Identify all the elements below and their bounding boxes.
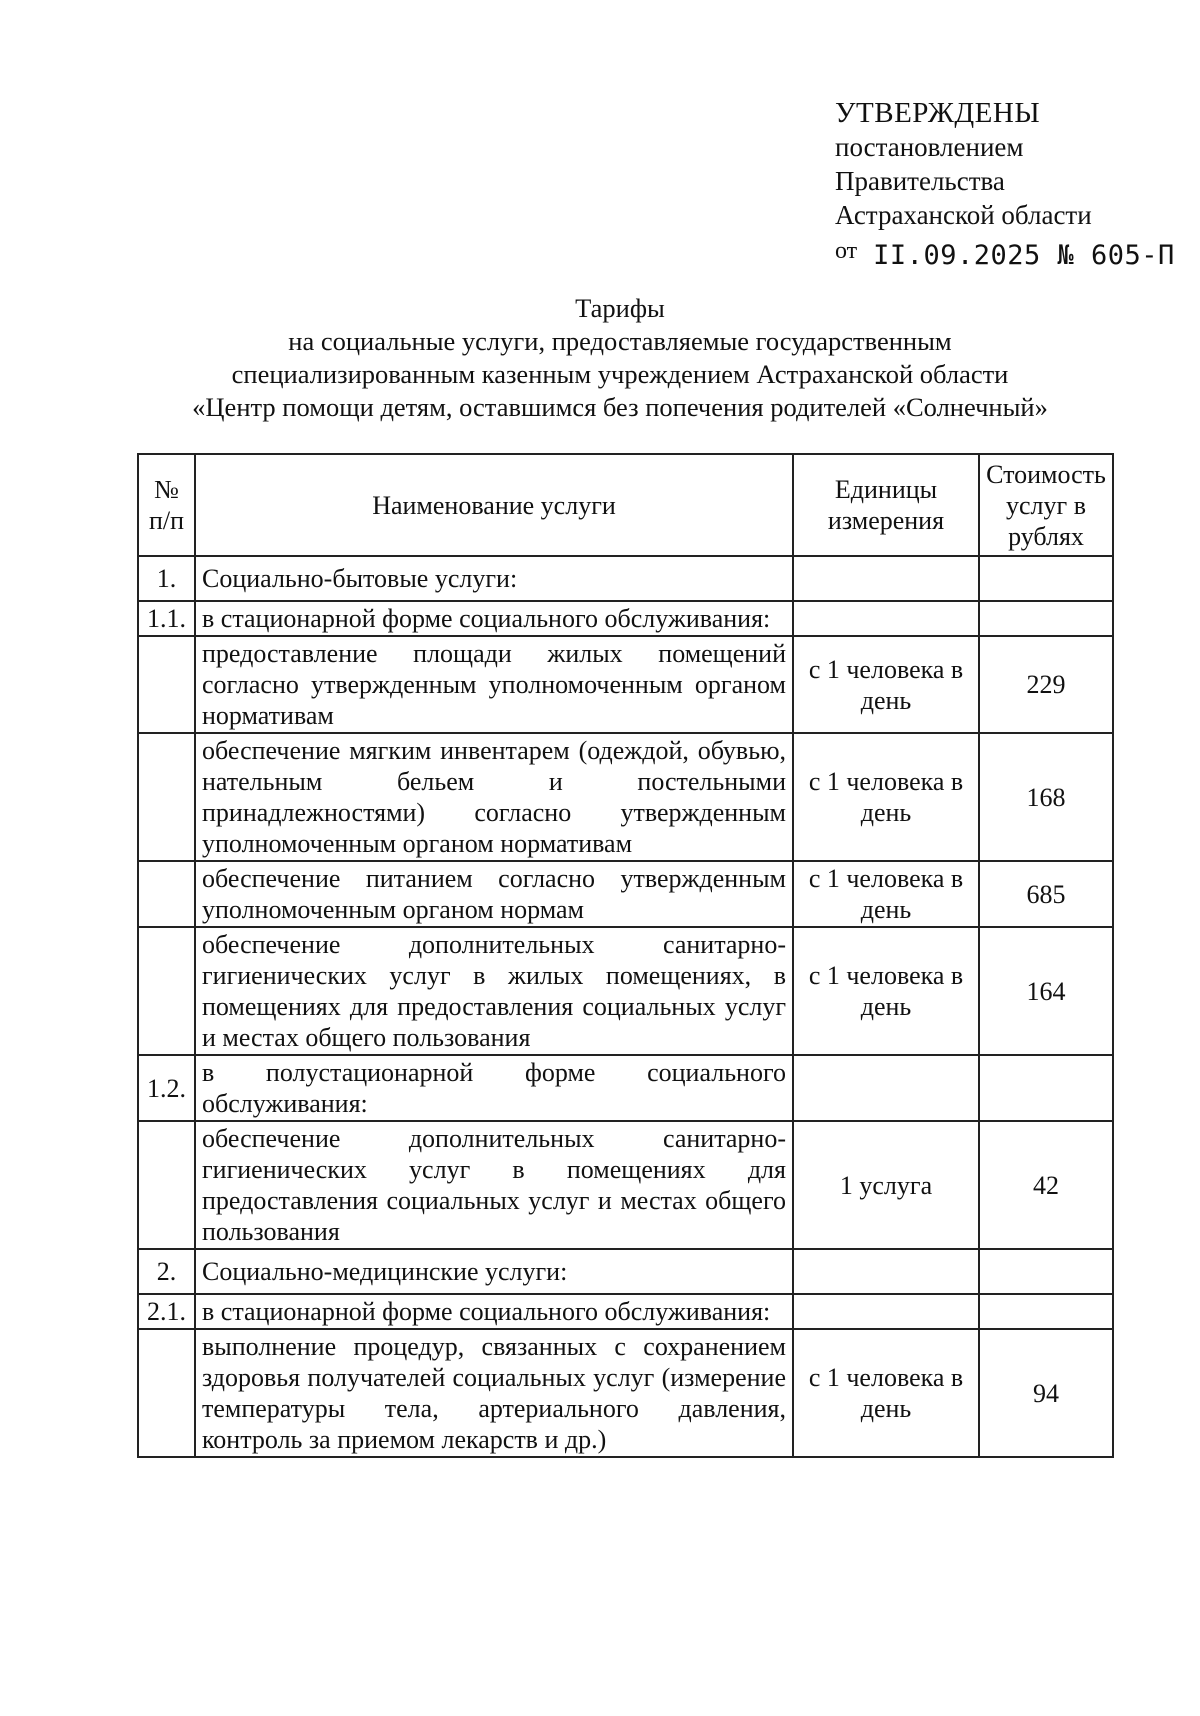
table-row — [138, 927, 1113, 1055]
row-cost — [979, 556, 1113, 601]
row-num: 1. — [138, 556, 195, 601]
row-num — [138, 1121, 195, 1249]
approval-date-prefix: от — [835, 238, 858, 264]
row-name: предоставление площади жилых помещений согласно утвержденным уполномоченным органом нормативам — [195, 636, 793, 733]
approval-title: УТВЕРЖДЕНЫ — [835, 97, 1041, 129]
document-title: Тарифы — [575, 293, 665, 323]
row-num — [138, 927, 195, 1055]
header-name: Наименование услуги — [195, 454, 793, 556]
row-cost: 229 — [979, 636, 1113, 733]
table-row — [138, 1121, 1113, 1249]
row-num: 1.1. — [138, 601, 195, 636]
row-cost — [979, 601, 1113, 636]
approval-date-number: II.09.2025 № 605-П — [873, 240, 1175, 271]
row-unit — [793, 556, 979, 601]
approval-line-3: Астраханской области — [835, 200, 1092, 230]
row-cost: 42 — [979, 1121, 1113, 1249]
document-subtitle-line-2: специализированным казенным учреждением Астраханской области — [231, 359, 1009, 389]
approval-date-line — [835, 234, 1175, 273]
table-row — [138, 733, 1113, 861]
document-subtitle-line-1: на социальные услуги, предоставляемые государственным — [288, 326, 952, 356]
row-unit: с 1 человека в день — [793, 636, 979, 733]
row-cost: 164 — [979, 927, 1113, 1055]
row-cost — [979, 1294, 1113, 1329]
row-cost: 94 — [979, 1329, 1113, 1457]
document-subtitle-line-3: «Центр помощи детям, оставшимся без попечения родителей «Солнечный» — [192, 392, 1048, 422]
row-unit: с 1 человека в день — [793, 1329, 979, 1457]
document-title-block — [120, 292, 1120, 424]
row-name: обеспечение дополнительных санитарно-гигиенических услуг в помещениях для предоставления социальных услуг и местах общего пользования — [195, 1121, 793, 1249]
row-num — [138, 1329, 195, 1457]
row-num: 2.1. — [138, 1294, 195, 1329]
tariff-table — [137, 453, 1114, 1458]
row-name: обеспечение питанием согласно утвержденным уполномоченным органом нормам — [195, 861, 793, 927]
table-row — [138, 636, 1113, 733]
row-name: Социально-бытовые услуги: — [195, 556, 793, 601]
row-unit: с 1 человека в день — [793, 733, 979, 861]
row-num: 2. — [138, 1249, 195, 1294]
row-unit — [793, 601, 979, 636]
approval-line-1: постановлением — [835, 132, 1024, 162]
table-row — [138, 1329, 1113, 1457]
row-name: обеспечение дополнительных санитарно-гигиенических услуг в жилых помещениях, в помещениях для предоставления социальных услуг и местах общего пользования — [195, 927, 793, 1055]
table-row — [138, 1294, 1113, 1329]
row-unit — [793, 1249, 979, 1294]
row-name: выполнение процедур, связанных с сохранением здоровья получателей социальных услуг (измерение температуры тела, артериального давления, контроль за приемом лекарств и др.) — [195, 1329, 793, 1457]
row-name: в стационарной форме социального обслуживания: — [195, 1294, 793, 1329]
row-name: в стационарной форме социального обслуживания: — [195, 601, 793, 636]
approval-line-2: Правительства — [835, 166, 1005, 196]
table-row — [138, 1249, 1113, 1294]
table-row — [138, 601, 1113, 636]
row-cost — [979, 1055, 1113, 1121]
row-name: в полустационарной форме социального обслуживания: — [195, 1055, 793, 1121]
table-header-row — [138, 454, 1113, 556]
table-row — [138, 556, 1113, 601]
row-num — [138, 733, 195, 861]
row-unit: с 1 человека в день — [793, 927, 979, 1055]
row-cost: 685 — [979, 861, 1113, 927]
header-cost: Стоимость услуг в рублях — [979, 454, 1113, 556]
header-num: № п/п — [138, 454, 195, 556]
row-unit — [793, 1055, 979, 1121]
row-unit: 1 услуга — [793, 1121, 979, 1249]
row-cost: 168 — [979, 733, 1113, 861]
row-name: Социально-медицинские услуги: — [195, 1249, 793, 1294]
approval-block — [835, 96, 1175, 273]
row-num — [138, 861, 195, 927]
row-unit: с 1 человека в день — [793, 861, 979, 927]
row-unit — [793, 1294, 979, 1329]
row-cost — [979, 1249, 1113, 1294]
table-row — [138, 1055, 1113, 1121]
row-num — [138, 636, 195, 733]
table-row — [138, 861, 1113, 927]
header-unit: Единицы измерения — [793, 454, 979, 556]
row-name: обеспечение мягким инвентарем (одеждой, обувью, нательным бельем и постельными принадлежностями) согласно утвержденным уполномоченным органом нормативам — [195, 733, 793, 861]
row-num: 1.2. — [138, 1055, 195, 1121]
